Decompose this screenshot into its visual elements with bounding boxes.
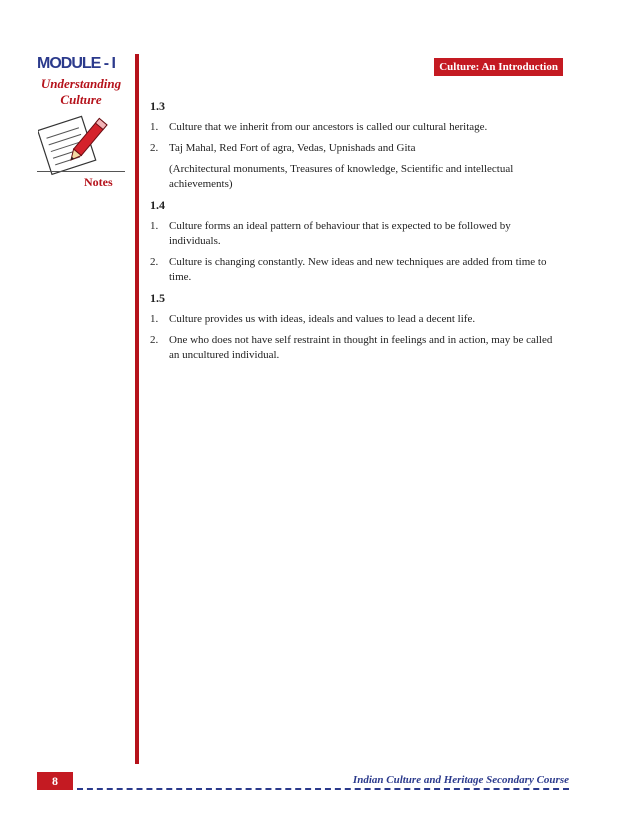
- item-number: 2.: [150, 334, 159, 346]
- notes-label: Notes: [84, 175, 113, 189]
- item-text: One who does not have self restraint in thought in feelings and in action, may be called an uncultured individual.: [169, 334, 553, 361]
- list-item: [150, 333, 564, 363]
- module-subtitle-line2: Culture: [60, 92, 102, 107]
- item-number: 1.: [150, 121, 159, 133]
- answers-content: [150, 99, 564, 369]
- item-number: 2.: [150, 142, 159, 154]
- item-text: Culture is changing constantly. New ideas and new techniques are added from time to time.: [169, 256, 547, 283]
- module-subtitle: [36, 76, 126, 108]
- chapter-header-badge: Culture: An Introduction: [434, 58, 563, 76]
- list-item: [150, 255, 564, 285]
- item-number: 2.: [150, 256, 159, 268]
- page-footer: [37, 772, 569, 790]
- section-heading: 1.5: [150, 291, 165, 305]
- item-text: Taj Mahal, Red Fort of agra, Vedas, Upnishads and Gita: [169, 142, 416, 154]
- course-title: Indian Culture and Heritage Secondary Course: [349, 774, 569, 786]
- footer-dashed-rule: [77, 788, 569, 790]
- list-item: [150, 219, 564, 249]
- item-text: Culture forms an ideal pattern of behaviour that is expected to be followed by individuals.: [169, 220, 511, 247]
- answer-section: [150, 198, 564, 285]
- item-number: 1.: [150, 313, 159, 325]
- item-subtext: (Architectural monuments, Treasures of knowledge, Scientific and intellectual achievements): [169, 163, 514, 190]
- section-heading: 1.3: [150, 99, 165, 113]
- module-subtitle-line1: Understanding: [40, 76, 122, 91]
- list-item: [150, 141, 564, 192]
- section-heading: 1.4: [150, 198, 165, 212]
- list-item: [150, 120, 564, 135]
- notepad-pencil-icon: [38, 112, 118, 176]
- notes-rule: [37, 171, 125, 172]
- item-text: Culture that we inherit from our ancestors is called our cultural heritage.: [169, 121, 488, 133]
- list-item: [150, 312, 564, 327]
- answer-section: [150, 99, 564, 192]
- item-text: Culture provides us with ideas, ideals and values to lead a decent life.: [169, 313, 476, 325]
- page-number: 8: [37, 772, 73, 790]
- margin-divider: [135, 54, 139, 764]
- module-label: MODULE - I: [37, 55, 115, 72]
- answer-section: [150, 291, 564, 363]
- item-number: 1.: [150, 220, 159, 232]
